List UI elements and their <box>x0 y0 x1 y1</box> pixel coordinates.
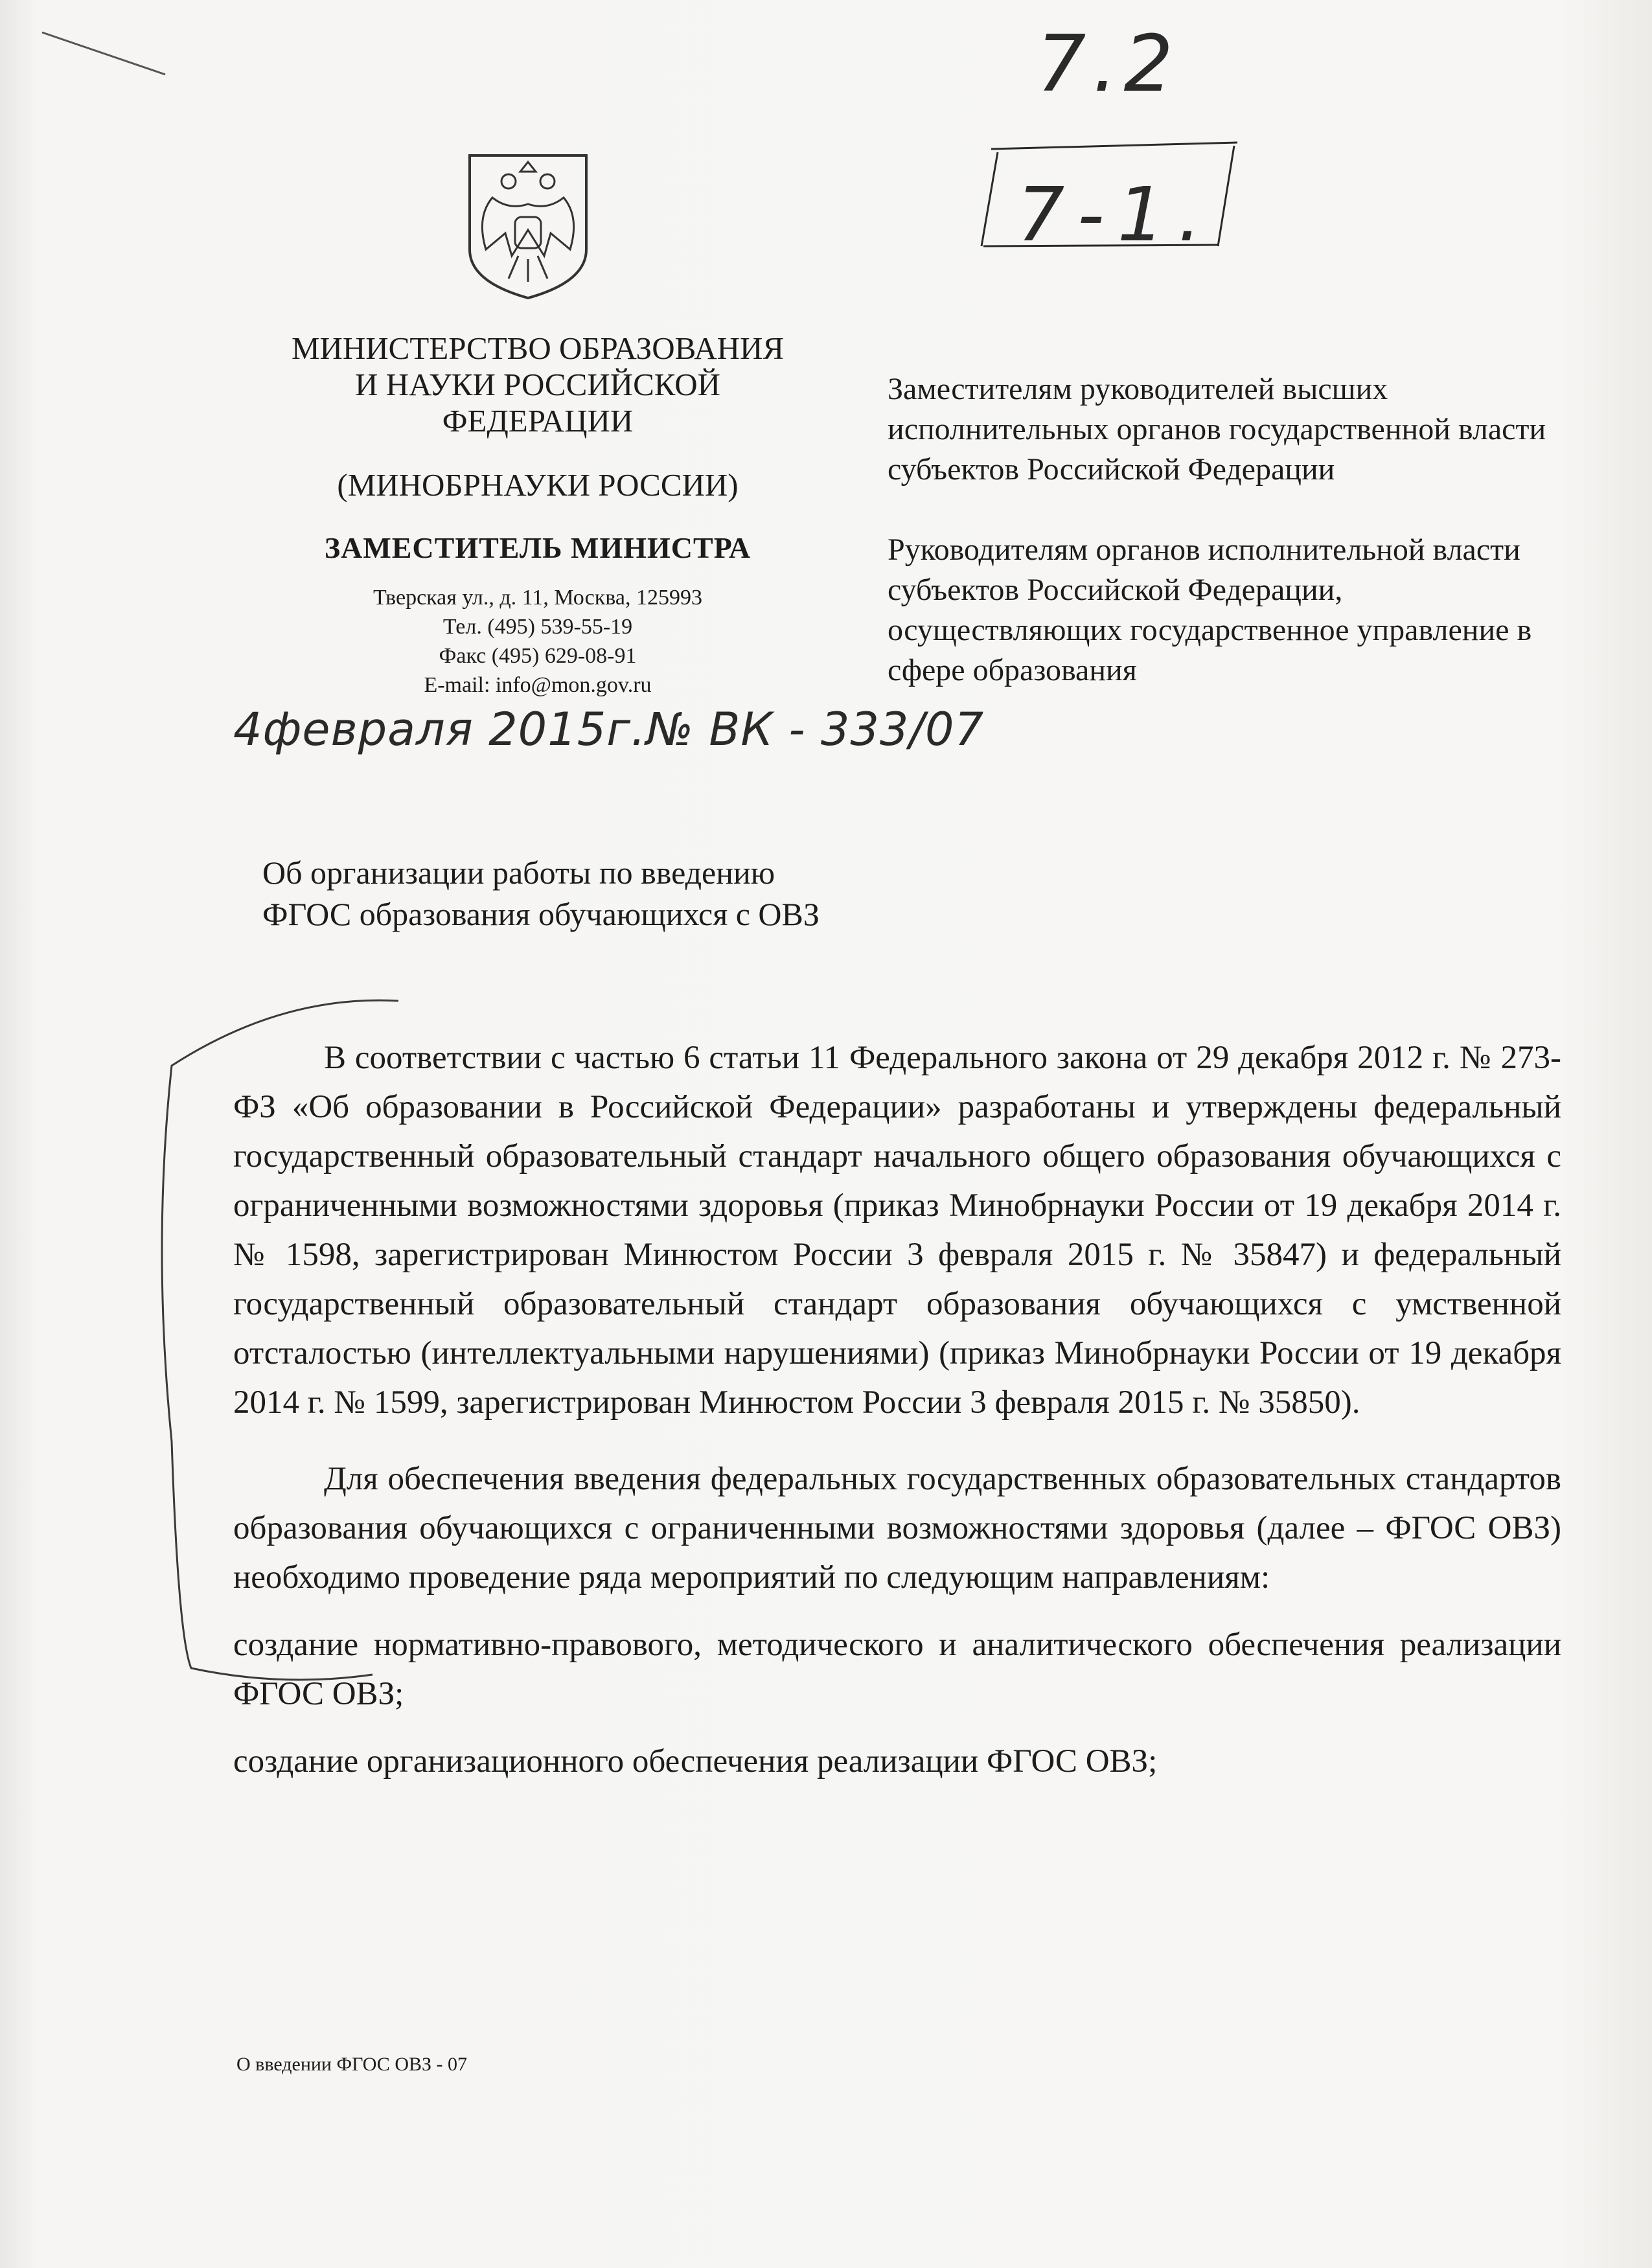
corner-scratch-mark <box>39 26 168 78</box>
handwritten-number-boxed: 7-1. <box>1017 172 1215 258</box>
handwritten-number-top: 7.2 <box>1037 19 1180 109</box>
handwritten-date-and-number: 4февраля 2015г.№ ВК - 333/07 <box>233 703 985 756</box>
ministry-name-line-1: МИНИСТЕРСТВО ОБРАЗОВАНИЯ <box>291 330 785 366</box>
recipient-first: Заместителям руководителей высших исполнительных органов государственной власти субъектов Российской Федерации <box>888 372 1546 487</box>
email: E-mail: info@mon.gov.ru <box>424 673 652 697</box>
sender-block <box>253 330 823 700</box>
subject-line-2: ФГОС образования обучающихся с ОВЗ <box>262 896 820 932</box>
body-paragraph-2: Для обеспечения введения федеральных государственных образовательных стандартов образования обучающихся с ограниченными возможностями здоровья (далее – ФГОС ОВЗ) необходимо проведение ряда мероприятий по следующим направлениям: <box>233 1461 1561 1596</box>
body-list-item-1: создание нормативно-правового, методического и аналитического обеспечения реализации ФГОС ОВЗ; <box>233 1627 1561 1712</box>
footer-note: О введении ФГОС ОВЗ - 07 <box>236 2054 468 2075</box>
fax: Факс (495) 629-08-91 <box>439 644 637 668</box>
phone: Тел. (495) 539-55-19 <box>442 615 633 639</box>
address: Тверская ул., д. 11, Москва, 125993 <box>373 586 702 610</box>
body-paragraph-1: В соответствии с частью 6 статьи 11 Федерального закона от 29 декабря 2012 г. № 273-ФЗ «Об образовании в Российской Федерации» разработаны и утверждены федеральный государственный образовательный стандарт начального общего образования обучающихся с ограниченными возможностями здоровья (приказ Минобрнауки России от 19 декабря 2014 г. № 1598, зарегистрирован Минюстом России 3 февраля 2015 г. № 35847) и федеральный государственный образовательный стандарт образования обучающихся с умственной отсталостью (интеллектуальными нарушениями) (приказ Минобрнауки России от 19 декабря 2014 г. № 1599, зарегистрирован Минюстом России 3 февраля 2015 г. № 35850). <box>233 1040 1561 1421</box>
subject-line-1: Об организации работы по введению <box>262 854 775 891</box>
ministry-name-line-3: ФЕДЕРАЦИИ <box>442 403 634 439</box>
letter-body <box>233 1033 1561 1786</box>
sender-position: ЗАМЕСТИТЕЛЬ МИНИСТРА <box>324 531 751 564</box>
recipient-second: Руководителям органов исполнительной власти субъектов Российской Федерации, осуществляющих государственное управление в сфере образования <box>888 533 1532 687</box>
body-list-item-2: создание организационного обеспечения реализации ФГОС ОВЗ; <box>233 1743 1158 1780</box>
ministry-abbreviation: (МИНОБРНАУКИ РОССИИ) <box>337 467 739 503</box>
contact-details <box>253 583 823 700</box>
recipients-block <box>888 369 1574 691</box>
coat-of-arms-emblem <box>463 152 593 301</box>
letter-subject <box>262 852 975 935</box>
ministry-name-line-2: И НАУКИ РОССИЙСКОЙ <box>354 367 720 402</box>
